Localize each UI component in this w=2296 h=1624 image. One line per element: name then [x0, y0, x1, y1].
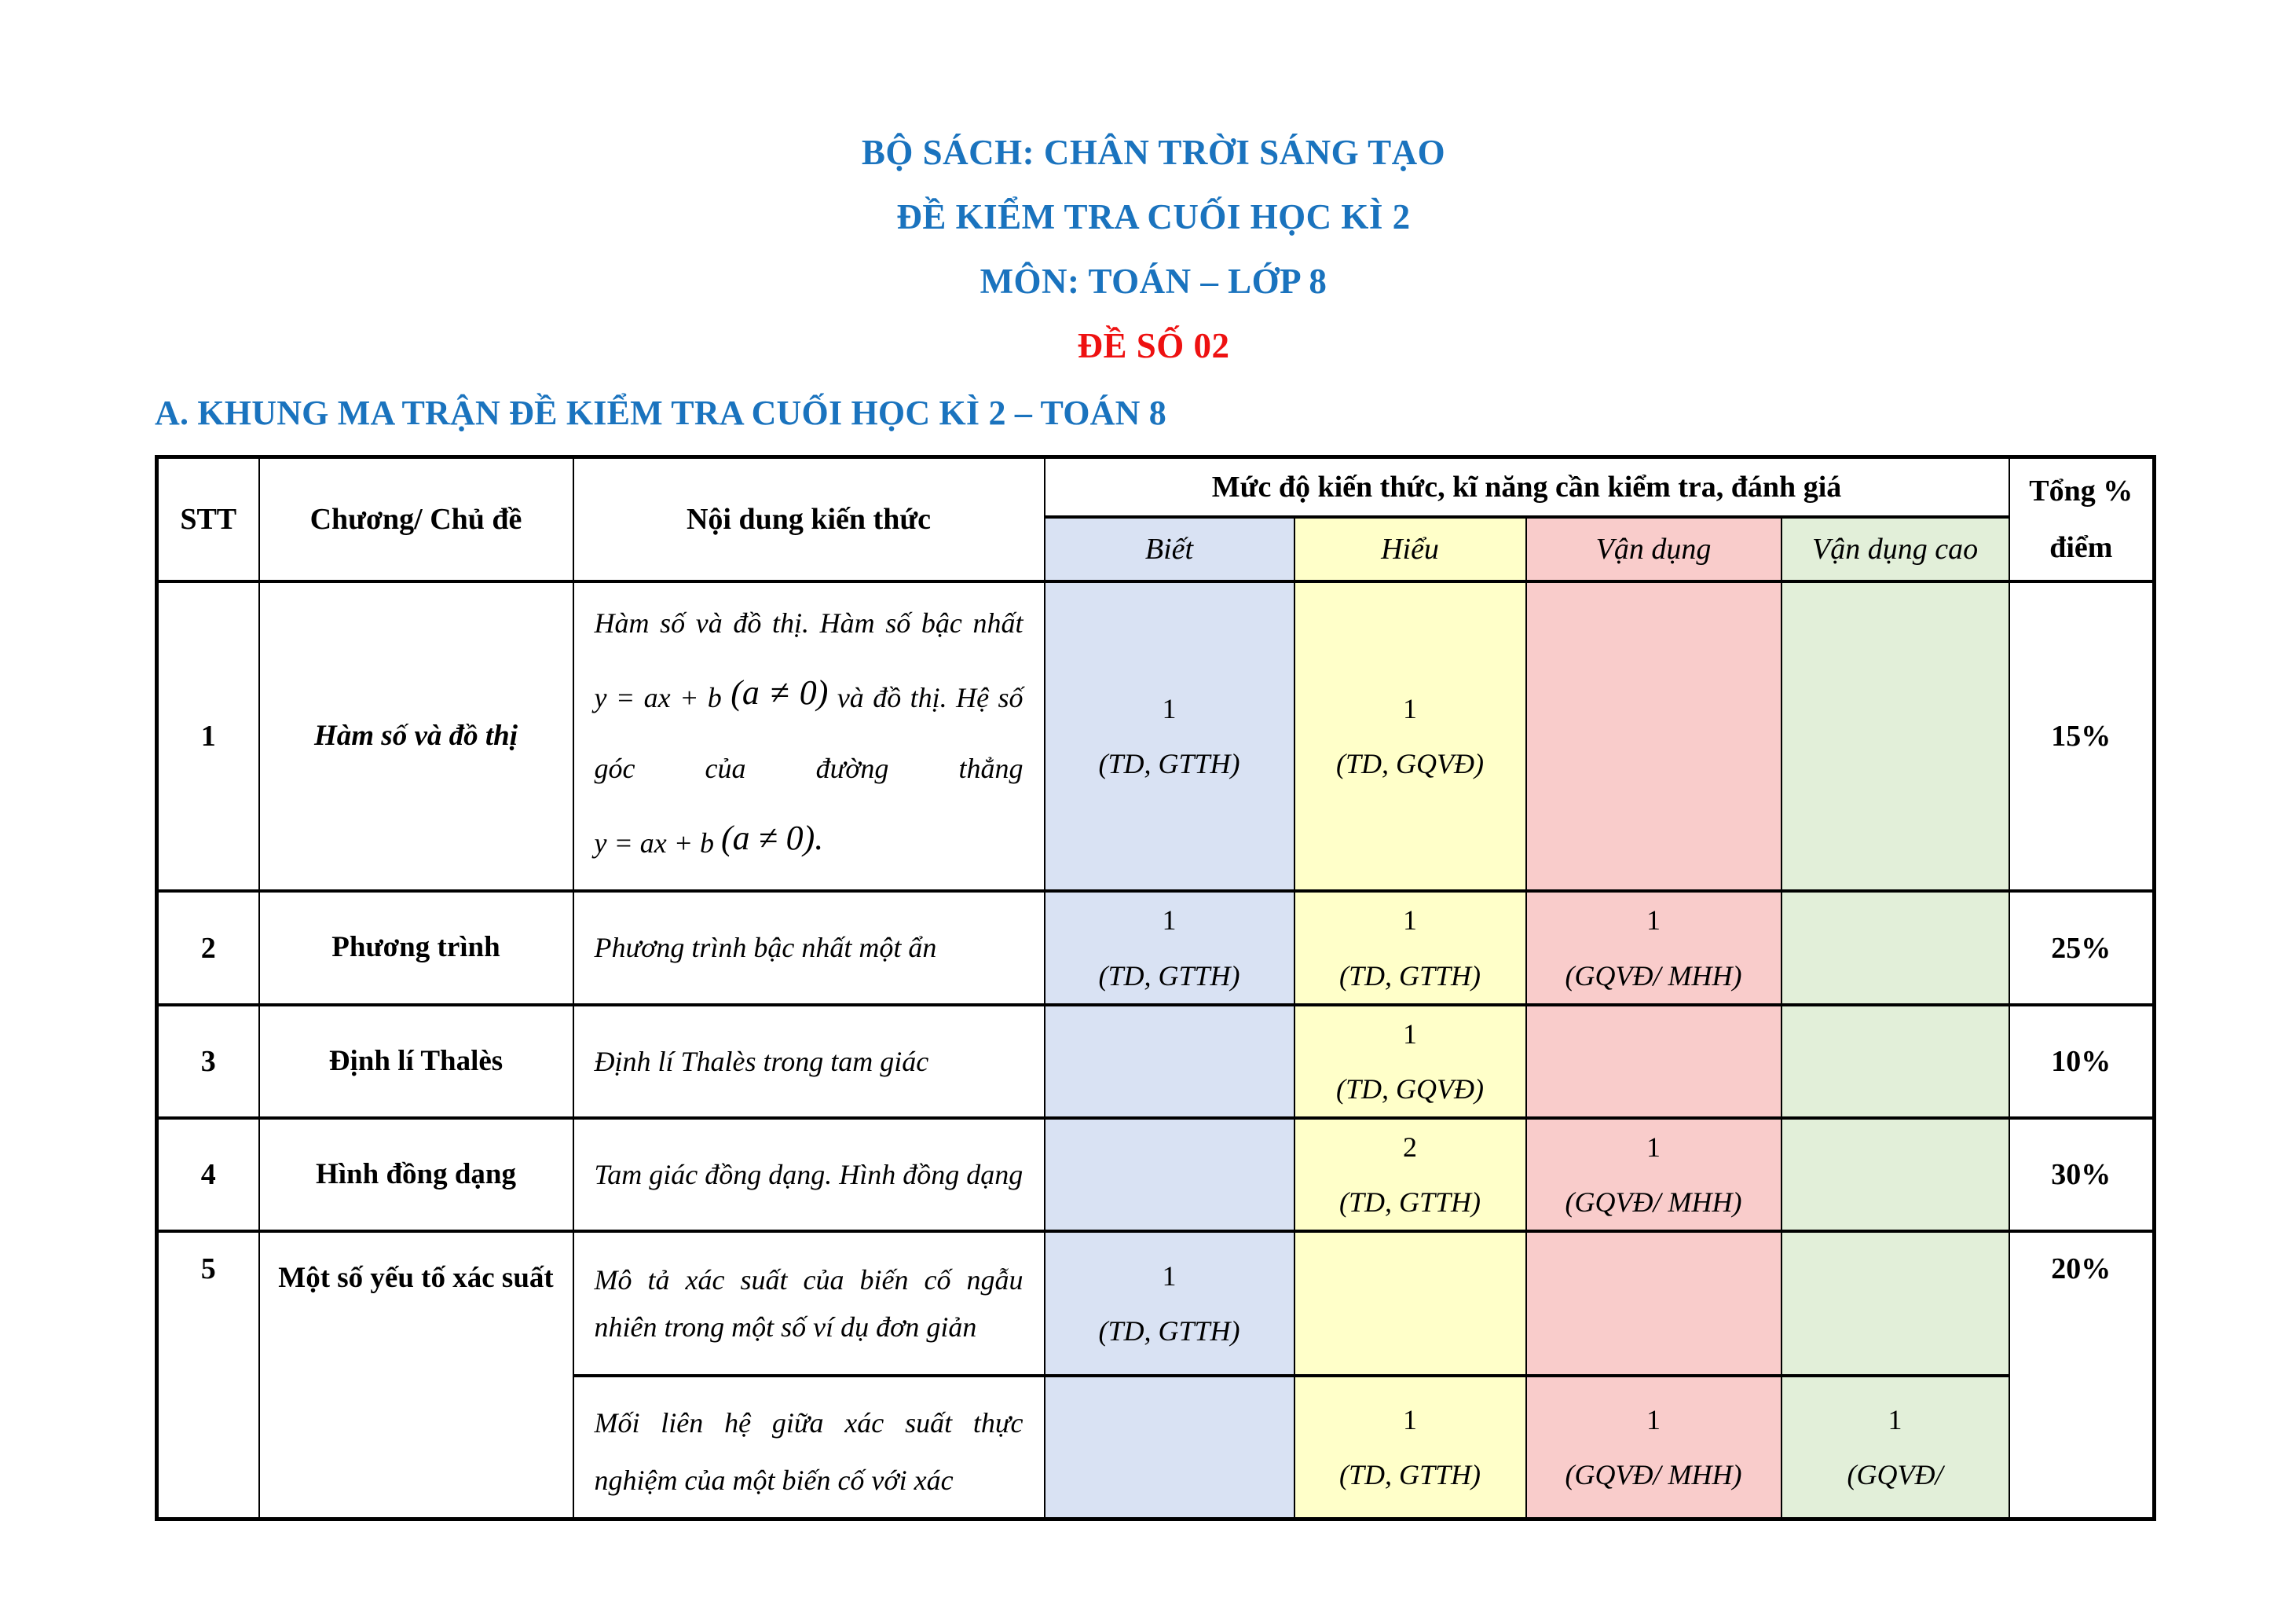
- row3-chapter: Định lí Thalès: [259, 1005, 573, 1118]
- row1-content-text-a: Hàm số và đồ thị. Hàm số bậc nhất: [594, 607, 1023, 639]
- row2-cell-hieu: [1294, 891, 1526, 1004]
- question-count: 1: [1403, 692, 1417, 724]
- row1-content: [573, 581, 1045, 892]
- question-count: 1: [1646, 904, 1661, 937]
- row2-cell-vandungcao-empty: [1782, 891, 2009, 1004]
- exam-number: ĐỀ SỐ 02: [1077, 326, 1230, 365]
- col-header-level-vandung: Vận dụng: [1526, 517, 1782, 581]
- skill-codes: (TD, GQVĐ): [1336, 747, 1484, 779]
- skill-codes: (TD, GTTH): [1338, 1459, 1481, 1491]
- skill-codes: (GQVĐ/ MHH): [1565, 1186, 1742, 1219]
- document-content: [155, 0, 2152, 1521]
- question-count: 1: [1403, 1017, 1417, 1050]
- question-count: 1: [1162, 1260, 1177, 1292]
- row3-total: 10%: [2009, 1005, 2155, 1118]
- row5-chapter: Một số yếu tố xác suất: [259, 1231, 573, 1519]
- question-count: 1: [1403, 904, 1417, 937]
- question-count: 1: [1403, 1403, 1417, 1435]
- row4-cell-vandung: [1526, 1118, 1782, 1231]
- skill-codes: (GQVĐ/: [1847, 1459, 1943, 1491]
- col-header-total-line2: điểm: [2049, 530, 2113, 564]
- col-header-chapter: Chương/ Chủ đề: [259, 457, 573, 581]
- formula-body: y = ax + b: [594, 827, 715, 860]
- question-count: 2: [1403, 1131, 1417, 1164]
- skill-codes: (GQVĐ/ MHH): [1565, 1459, 1742, 1491]
- row2-cell-biet: [1045, 891, 1294, 1004]
- row1-content-text-b: và đồ thị. Hệ số góc của đường thẳng: [594, 682, 1023, 784]
- skill-codes: (TD, GTTH): [1098, 1315, 1240, 1347]
- row3-content: Định lí Thalès trong tam giác: [573, 1005, 1045, 1118]
- row5b-cell-vandung: [1526, 1376, 1782, 1519]
- row1-total: 15%: [2009, 581, 2155, 892]
- row3-cell-biet-empty: [1045, 1005, 1294, 1118]
- row5b-content: Mối liên hệ giữa xác suất thực nghiệm của một biến cố với xác: [573, 1376, 1045, 1519]
- col-header-total-line1: Tổng %: [2029, 474, 2133, 508]
- row1-formula-2: [594, 819, 824, 860]
- row1-stt: 1: [157, 581, 259, 892]
- row4-cell-vandungcao-empty: [1782, 1118, 2009, 1231]
- question-count: 1: [1162, 692, 1177, 724]
- col-header-level-vandungcao: Vận dụng cao: [1782, 517, 2009, 581]
- row3-cell-hieu: [1294, 1005, 1526, 1118]
- table-header-row-1: [157, 457, 2155, 517]
- spacer: [2010, 506, 2153, 533]
- row1-formula-1: [594, 673, 829, 714]
- book-series-title: BỘ SÁCH: CHÂN TRỜI SÁNG TẠO: [861, 133, 1446, 172]
- formula-condition: (a ≠ 0).: [721, 819, 824, 858]
- subject-grade-title: MÔN: TOÁN – LỚP 8: [980, 262, 1327, 301]
- table-row-1: [157, 581, 2155, 892]
- row5-total: 20%: [2009, 1231, 2155, 1519]
- table-row-3: [157, 1005, 2155, 1118]
- row2-chapter: Phương trình: [259, 891, 573, 1004]
- row1-cell-hieu: [1294, 581, 1526, 892]
- exam-matrix-table: [155, 455, 2156, 1521]
- row5a-cell-biet: [1045, 1231, 1294, 1376]
- row5a-cell-hieu-empty: [1294, 1231, 1526, 1376]
- row2-total: 25%: [2009, 891, 2155, 1004]
- row1-cell-biet: [1045, 581, 1294, 892]
- row4-cell-biet-empty: [1045, 1118, 1294, 1231]
- row1-cell-vandung-empty: [1526, 581, 1782, 892]
- section-heading: A. KHUNG MA TRẬN ĐỀ KIỂM TRA CUỐI HỌC KÌ 2 – TOÁN 8: [155, 394, 1166, 432]
- row5b-cell-hieu: [1294, 1376, 1526, 1519]
- table-row-4: [157, 1118, 2155, 1231]
- row1-chapter: Hàm số và đồ thị: [259, 581, 573, 892]
- row4-content: Tam giác đồng dạng. Hình đồng dạng: [573, 1118, 1045, 1231]
- row1-cell-vandungcao-empty: [1782, 581, 2009, 892]
- row3-stt: 3: [157, 1005, 259, 1118]
- row4-cell-hieu: [1294, 1118, 1526, 1231]
- table-row-2: [157, 891, 2155, 1004]
- row5a-cell-vandung-empty: [1526, 1231, 1782, 1376]
- col-header-level-biet: Biết: [1045, 517, 1294, 581]
- skill-codes: (GQVĐ/ MHH): [1565, 959, 1742, 992]
- table-row-5a: [157, 1231, 2155, 1376]
- row5a-content: Mô tả xác suất của biến cố ngẫu nhiên trong một số ví dụ đơn giản: [573, 1231, 1045, 1376]
- col-header-total: [2009, 457, 2155, 581]
- row3-cell-vandungcao-empty: [1782, 1005, 2009, 1118]
- skill-codes: (TD, GTTH): [1098, 747, 1240, 779]
- row4-total: 30%: [2009, 1118, 2155, 1231]
- skill-codes: (TD, GTTH): [1098, 959, 1240, 992]
- row5a-cell-vandungcao-empty: [1782, 1231, 2009, 1376]
- col-header-level-hieu: Hiểu: [1294, 517, 1526, 581]
- question-count: 1: [1162, 904, 1177, 937]
- row4-stt: 4: [157, 1118, 259, 1231]
- skill-codes: (TD, GQVĐ): [1336, 1072, 1484, 1105]
- question-count: 1: [1646, 1131, 1661, 1164]
- row5-stt: 5: [157, 1231, 259, 1519]
- question-count: 1: [1646, 1403, 1661, 1435]
- row4-chapter: Hình đồng dạng: [259, 1118, 573, 1231]
- row2-cell-vandung: [1526, 891, 1782, 1004]
- row5b-cell-vandungcao: [1782, 1376, 2009, 1519]
- col-header-levels-group: Mức độ kiến thức, kĩ năng cần kiểm tra, đánh giá: [1045, 457, 2009, 517]
- formula-body: y = ax + b: [594, 682, 722, 714]
- skill-codes: (TD, GTTH): [1338, 959, 1481, 992]
- col-header-stt: STT: [157, 457, 259, 581]
- row2-content: Phương trình bậc nhất một ẩn: [573, 891, 1045, 1004]
- skill-codes: (TD, GTTH): [1338, 1186, 1481, 1219]
- row3-cell-vandung-empty: [1526, 1005, 1782, 1118]
- col-header-content: Nội dung kiến thức: [573, 457, 1045, 581]
- question-count: 1: [1888, 1403, 1902, 1435]
- row5b-cell-biet-empty: [1045, 1376, 1294, 1519]
- title-block: [155, 0, 2152, 364]
- row2-stt: 2: [157, 891, 259, 1004]
- formula-condition: (a ≠ 0): [731, 673, 829, 712]
- exam-title: ĐỀ KIỂM TRA CUỐI HỌC KÌ 2: [896, 197, 1411, 236]
